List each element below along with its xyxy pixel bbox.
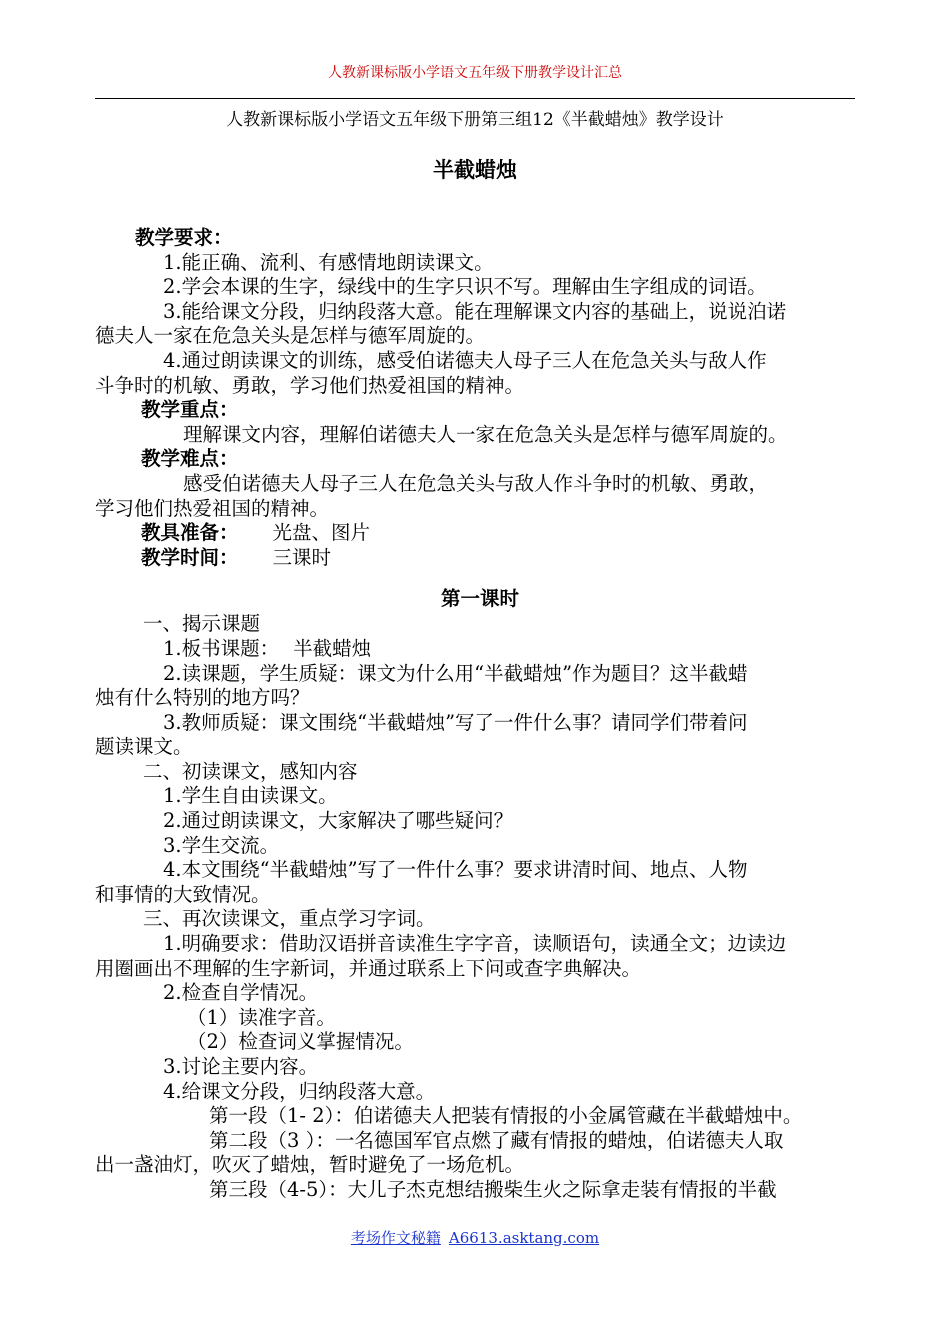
document-body (95, 226, 865, 1203)
difficulty-heading: 教学难点： (141, 447, 239, 471)
lesson-step: 3.学生交流。 (163, 833, 280, 857)
focus-heading: 教学重点： (141, 398, 239, 422)
lesson-step: 4.给课文分段，归纳段落大意。 (163, 1079, 436, 1103)
lesson-heading: 第一课时 (440, 587, 519, 611)
paragraph-summary: 第二段（3 ）：一名德国军官点燃了藏有情报的蜡烛，伯诺德夫人取 (209, 1128, 784, 1152)
lesson-step: 3.教师质疑：课文围绕“半截蜡烛”写了一件什么事？请同学们带着问 (163, 710, 748, 734)
lesson-step-continued: 和事情的大致情况。 (95, 882, 271, 906)
lesson-step: 1.学生自由读课文。 (163, 784, 338, 808)
page-footer (0, 1227, 950, 1248)
document-title: 半截蜡烛 (433, 157, 517, 182)
lesson-step-continued: 用圈画出不理解的生字新词，并通过联系上下问或查字典解决。 (95, 956, 642, 980)
requirements-heading: 教学要求： (135, 226, 233, 249)
tools-row (95, 521, 865, 546)
footer-link-essay[interactable]: 考场作文秘籍 (350, 1229, 441, 1247)
lesson-step: 3.讨论主要内容。 (163, 1055, 319, 1078)
lesson-step-label: 1.板书课题： (163, 636, 280, 660)
time-row (95, 546, 865, 571)
requirement-item: 4.通过朗读课文的训练，感受伯诺德夫人母子三人在危急关头与敌人作 (163, 348, 767, 372)
time-heading: 教学时间： (141, 545, 239, 569)
page-header: 人教新课标版小学语文五年级下册教学设计汇总 (328, 65, 622, 81)
lesson-step: 2.检查自学情况。 (163, 981, 319, 1005)
lesson-substep: （2）检查词义掌握情况。 (187, 1030, 414, 1054)
tools-value: 光盘、图片 (272, 521, 371, 545)
requirement-item: 3.能给课文分段，归纳段落大意。能在理解课文内容的基础上，说说泊诺 (163, 299, 787, 323)
lesson-step-continued: 题读课文。 (95, 735, 193, 759)
difficulty-text: 感受伯诺德夫人母子三人在危急关头与敌人作斗争时的机敏、勇敢， (183, 471, 769, 495)
requirement-item-continued: 德夫人一家在危急关头是怎样与德军周旋的。 (95, 324, 486, 348)
requirement-item-continued: 斗争时的机敏、勇敢，学习他们热爱祖国的精神。 (95, 373, 525, 397)
lesson-step: 2.通过朗读课文，大家解决了哪些疑问？ (163, 809, 514, 833)
tools-heading: 教具准备： (141, 521, 239, 545)
time-value: 三课时 (272, 545, 332, 569)
document-subtitle: 人教新课标版小学语文五年级下册第三组12《半截蜡烛》教学设计 (226, 110, 724, 130)
paragraph-summary-continued: 出一盏油灯，吹灭了蜡烛，暂时避免了一场危机。 (95, 1153, 525, 1177)
requirement-item: 1.能正确、流利、有感情地朗读课文。 (163, 250, 494, 274)
paragraph-summary: 第一段（1- 2）：伯诺德夫人把装有情报的小金属管藏在半截蜡烛中。 (209, 1104, 803, 1128)
focus-text: 理解课文内容，理解伯诺德夫人一家在危急关头是怎样与德军周旋的。 (183, 422, 788, 446)
difficulty-text-continued: 学习他们热爱祖国的精神。 (95, 496, 330, 520)
lesson-substep: （1）读准字音。 (187, 1005, 336, 1029)
section-heading: 一、揭示课题 (143, 612, 261, 636)
section-heading: 三、再次读课文，重点学习字词。 (143, 907, 436, 931)
lesson-step: 1.明确要求：借助汉语拼音读准生字字音，读顺语句，读通全文；边读边 (163, 932, 787, 956)
paragraph-summary: 第三段（4-5）：大儿子杰克想结搬柴生火之际拿走装有情报的半截 (209, 1177, 777, 1201)
lesson-step (95, 637, 865, 662)
header-divider (95, 98, 855, 99)
lesson-step-value: 半截蜡烛 (293, 636, 372, 660)
lesson-step: 2.读课题，学生质疑：课文为什么用“半截蜡烛”作为题目？这半截蜡 (163, 661, 748, 685)
section-heading: 二、初读课文，感知内容 (143, 759, 358, 783)
lesson-step-continued: 烛有什么特别的地方吗？ (95, 686, 310, 710)
lesson-step: 4.本文围绕“半截蜡烛”写了一件什么事？要求讲清时间、地点、人物 (163, 858, 748, 882)
footer-link-site[interactable]: A6613.asktang.com (448, 1229, 600, 1247)
requirement-item: 2.学会本课的生字，绿线中的生字只识不写。理解由生字组成的词语。 (163, 275, 767, 299)
